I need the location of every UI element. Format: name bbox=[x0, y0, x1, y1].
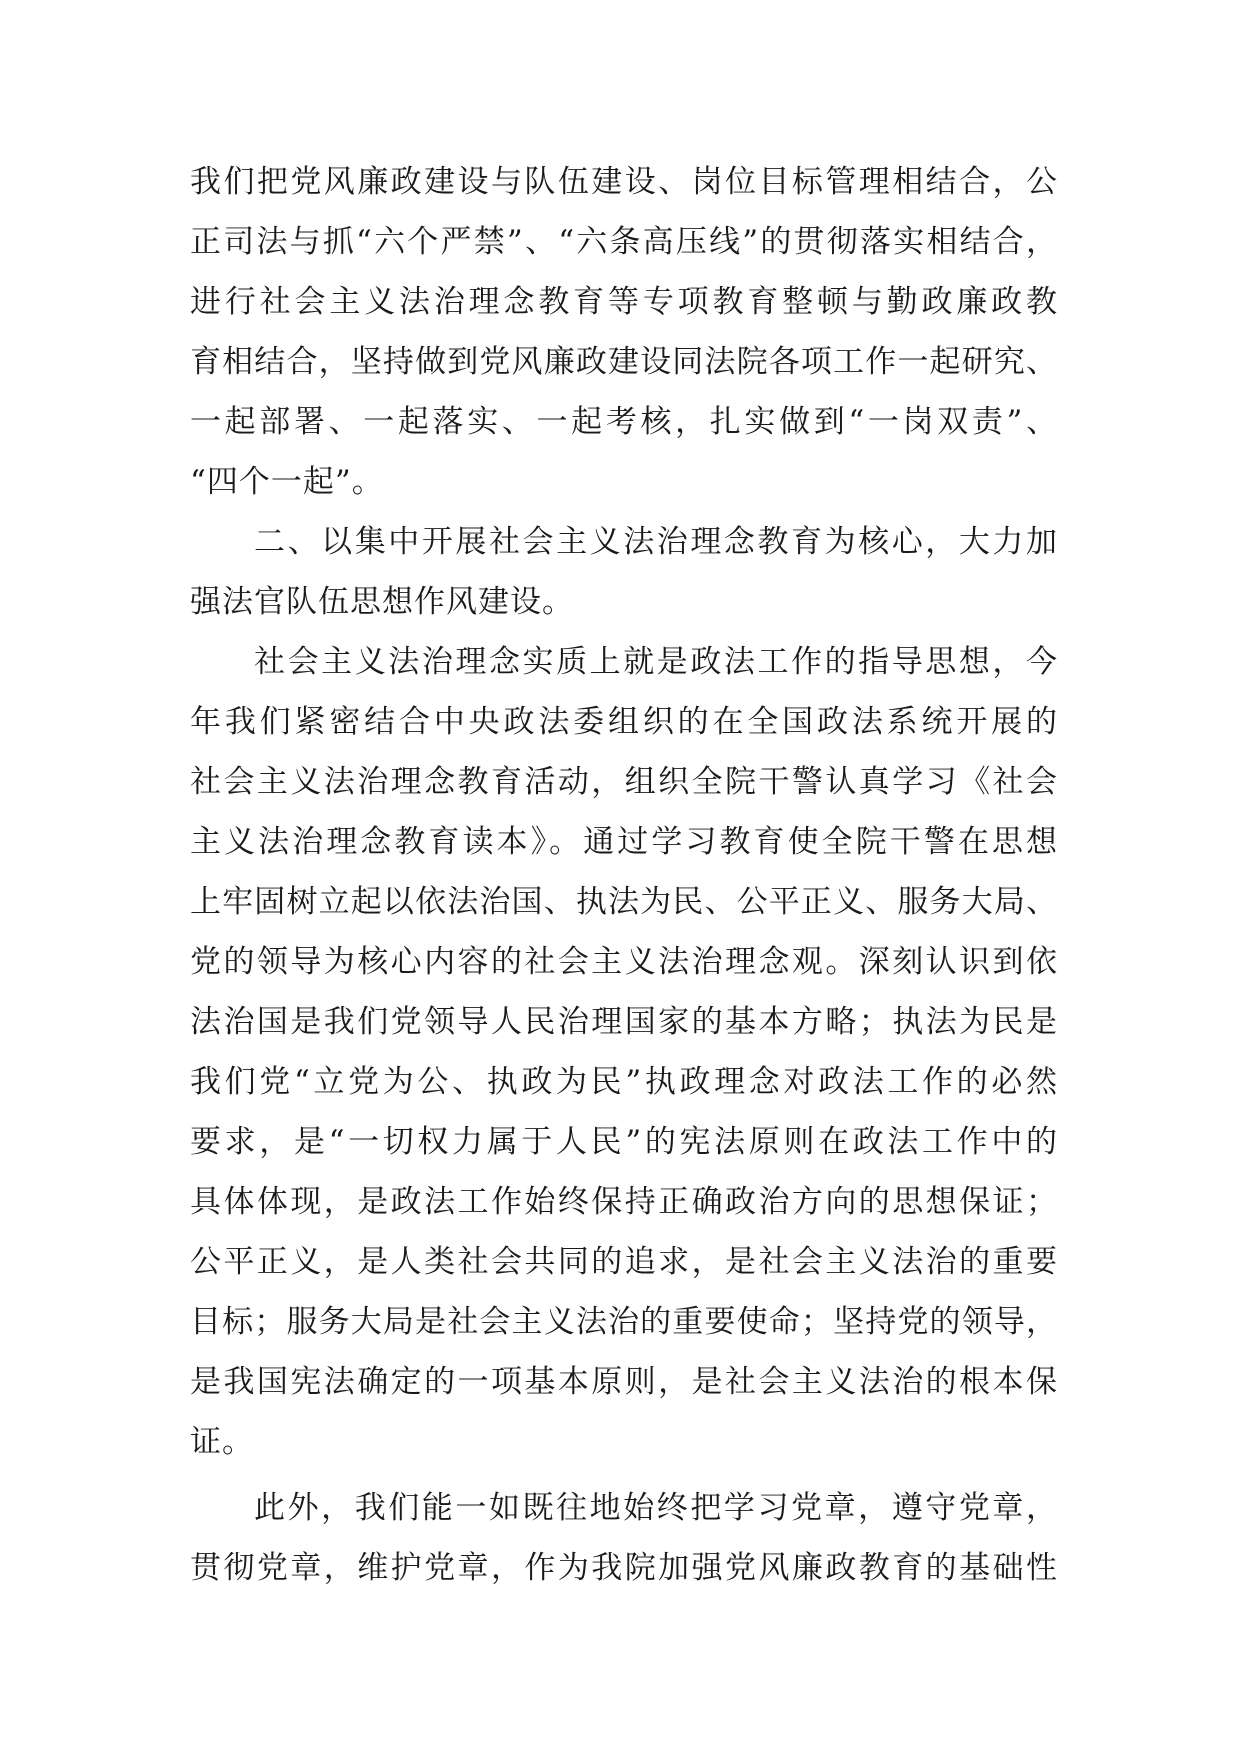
text-line: 公平正义，是人类社会共同的追求，是社会主义法治的重要 bbox=[190, 1244, 1058, 1280]
text-line: 此外，我们能一如既往地始终把学习党章，遵守党章， bbox=[254, 1490, 1058, 1526]
text-line: 上牢固树立起以依法治国、执法为民、公平正义、服务大局、 bbox=[190, 884, 1058, 920]
text-line: 法治国是我们党领导人民治理国家的基本方略；执法为民是 bbox=[190, 1004, 1058, 1040]
text-line: 贯彻党章，维护党章，作为我院加强党风廉政教育的基础性 bbox=[190, 1550, 1058, 1586]
document-body bbox=[190, 152, 1058, 1598]
text-line: 党的领导为核心内容的社会主义法治理念观。深刻认识到依 bbox=[190, 944, 1058, 980]
text-line: 我们把党风廉政建设与队伍建设、岗位目标管理相结合，公 bbox=[190, 164, 1058, 200]
text-line: 是我国宪法确定的一项基本原则，是社会主义法治的根本保 bbox=[190, 1364, 1058, 1400]
text-line: 进行社会主义法治理念教育等专项教育整顿与勤政廉政教 bbox=[190, 284, 1058, 320]
text-line: 证。 bbox=[190, 1424, 254, 1460]
section-heading bbox=[190, 512, 1058, 632]
text-line: 目标；服务大局是社会主义法治的重要使命；坚持党的领导， bbox=[190, 1304, 1058, 1340]
text-line: 我们党“立党为公、执政为民”执政理念对政法工作的必然 bbox=[190, 1064, 1058, 1100]
paragraph bbox=[190, 1478, 1058, 1598]
paragraph bbox=[190, 152, 1058, 512]
text-line: 正司法与抓“六个严禁”、“六条高压线”的贯彻落实相结合， bbox=[190, 224, 1058, 260]
text-line: 二、以集中开展社会主义法治理念教育为核心，大力加 bbox=[254, 524, 1058, 560]
text-line: 强法官队伍思想作风建设。 bbox=[190, 584, 574, 620]
text-line: 社会主义法治理念教育活动，组织全院干警认真学习《社会 bbox=[190, 764, 1058, 800]
text-line: 社会主义法治理念实质上就是政法工作的指导思想，今 bbox=[254, 644, 1058, 680]
text-line: 主义法治理念教育读本》。通过学习教育使全院干警在思想 bbox=[190, 824, 1058, 860]
text-line: “四个一起”。 bbox=[190, 464, 384, 500]
text-line: 一起部署、一起落实、一起考核，扎实做到“一岗双责”、 bbox=[190, 404, 1058, 440]
text-line: 要求，是“一切权力属于人民”的宪法原则在政法工作中的 bbox=[190, 1124, 1058, 1160]
text-line: 具体体现，是政法工作始终保持正确政治方向的思想保证； bbox=[190, 1184, 1058, 1220]
text-line: 育相结合，坚持做到党风廉政建设同法院各项工作一起研究、 bbox=[190, 344, 1058, 380]
text-line: 年我们紧密结合中央政法委组织的在全国政法系统开展的 bbox=[190, 704, 1058, 740]
paragraph bbox=[190, 632, 1058, 1472]
